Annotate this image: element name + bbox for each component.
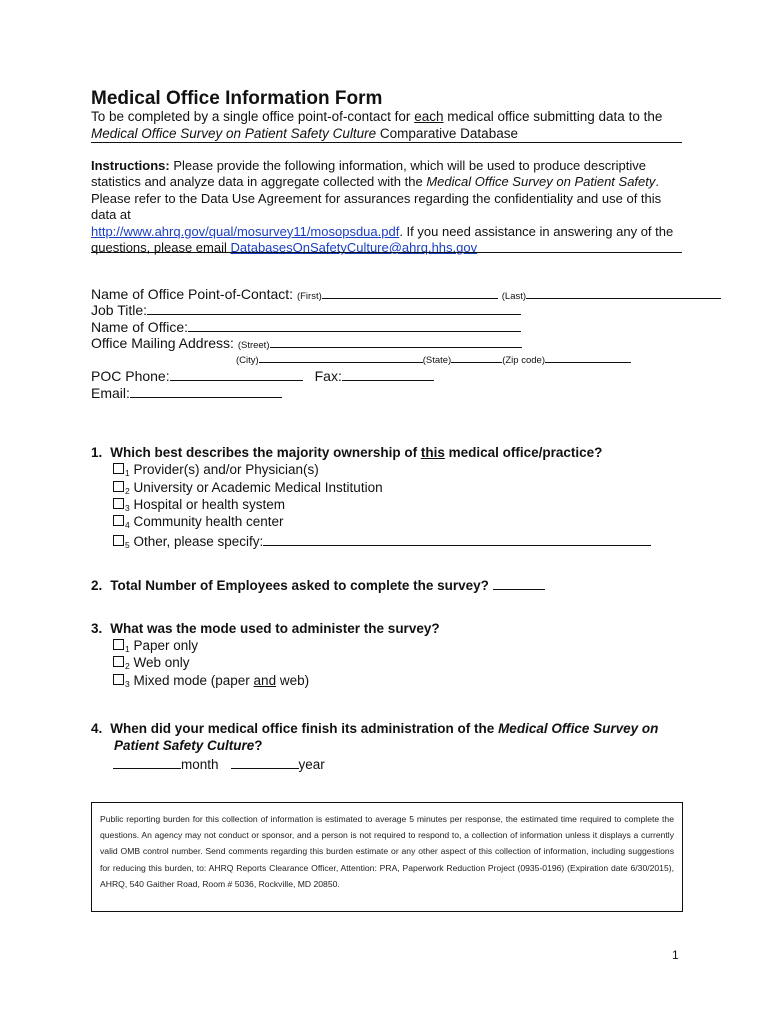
contact-name-label: Name of Office Point-of-Contact: bbox=[91, 286, 297, 302]
subtitle-text: To be completed by a single office point-of-contact for bbox=[91, 109, 415, 124]
fax-label: Fax: bbox=[314, 368, 342, 384]
street-label: (Street) bbox=[237, 340, 270, 351]
option-label: Provider(s) and/or Physician(s) bbox=[129, 462, 319, 477]
option-label-2: web) bbox=[276, 673, 310, 688]
question-text: What was the mode used to administer the survey? bbox=[110, 621, 440, 636]
email-field[interactable] bbox=[130, 384, 282, 398]
instructions bbox=[91, 158, 686, 256]
first-name-label: (First) bbox=[296, 291, 322, 302]
email-label: Email: bbox=[91, 385, 130, 401]
city-field[interactable] bbox=[259, 352, 423, 363]
option-label: Web only bbox=[129, 655, 190, 670]
checkbox[interactable] bbox=[113, 639, 124, 650]
phone-field[interactable] bbox=[170, 367, 303, 381]
burden-statement: Public reporting burden for this collection of information is estimated to average 5 minutes per response, the estimated time required to complete the questions. An agency may not conduct or sponsor, and a person is not required to respond to, a collection of information unless it displays a currently valid OMB control number. Send comments regarding this burden estimate or any other aspect of this collection of information, including suggestions for reducing this burden, to: AHRQ Reports Clearance Officer, Attention: PRA, Paperwork Reduction Project (0935-0196) (Expiration date 6/30/2015), AHRQ, 540 Gaither Road, Room # 5036, Rockville, MD 20850. bbox=[100, 814, 674, 889]
option-label: Mixed mode (paper bbox=[129, 673, 254, 688]
phone-label: POC Phone: bbox=[91, 368, 170, 384]
q1-option-4[interactable] bbox=[113, 514, 284, 530]
checkbox[interactable] bbox=[113, 481, 124, 492]
subtitle-each: each bbox=[414, 109, 444, 124]
question-text-2: ? bbox=[254, 738, 263, 753]
completion-date-row bbox=[113, 755, 325, 772]
employees-count-field[interactable] bbox=[493, 576, 545, 590]
email-link[interactable]: DatabasesOnSafetyCulture@ahrq.hhs.gov bbox=[230, 240, 478, 256]
question-number: 2. bbox=[91, 578, 103, 593]
state-label: (State) bbox=[422, 355, 452, 366]
checkbox[interactable] bbox=[113, 656, 124, 667]
fax-field[interactable] bbox=[342, 367, 434, 381]
question-text: When did your medical office finish its administration of the bbox=[110, 721, 499, 736]
survey-name: Medical Office Survey on Patient Safety Culture bbox=[91, 125, 377, 141]
option-number: 1 bbox=[125, 468, 130, 478]
checkbox[interactable] bbox=[113, 463, 124, 474]
street-field[interactable] bbox=[270, 334, 522, 348]
q3-option-1[interactable] bbox=[113, 638, 198, 654]
q1-option-5[interactable] bbox=[113, 532, 651, 550]
q1-option-3[interactable] bbox=[113, 497, 285, 513]
question-number: 3. bbox=[91, 621, 103, 636]
option-number: 1 bbox=[125, 644, 130, 654]
checkbox[interactable] bbox=[113, 515, 124, 526]
option-number: 3 bbox=[125, 503, 130, 513]
office-name-label: Name of Office: bbox=[91, 319, 189, 335]
question-4-line-2 bbox=[114, 738, 263, 753]
q1-option-2[interactable] bbox=[113, 480, 383, 496]
option-number: 5 bbox=[125, 540, 130, 550]
option-number: 4 bbox=[125, 520, 130, 530]
question-3 bbox=[91, 621, 440, 636]
q3-option-3[interactable] bbox=[113, 673, 309, 689]
q3-option-2[interactable] bbox=[113, 655, 190, 671]
question-number: 1. bbox=[91, 445, 103, 460]
burden-statement-box bbox=[91, 802, 683, 912]
instructions-text-2: . Please refer to the Data Use Agreement for assurances regarding the confidentiality and use of this data at bbox=[91, 174, 662, 223]
job-title-row bbox=[91, 301, 521, 318]
option-number: 3 bbox=[125, 679, 130, 689]
last-name-field[interactable] bbox=[526, 285, 721, 299]
instructions-label: Instructions: bbox=[91, 158, 170, 173]
form-title: Medical Office Information Form bbox=[91, 88, 383, 109]
city-state-zip-row bbox=[236, 352, 631, 366]
question-4 bbox=[91, 721, 658, 736]
instructions-divider bbox=[91, 252, 682, 253]
state-field[interactable] bbox=[451, 352, 502, 363]
checkbox[interactable] bbox=[113, 535, 124, 546]
subtitle-text-3: Comparative Database bbox=[376, 125, 518, 141]
question-1 bbox=[91, 445, 602, 460]
form-subtitle bbox=[91, 109, 691, 142]
office-name-field[interactable] bbox=[188, 318, 521, 332]
year-field[interactable] bbox=[231, 755, 299, 769]
job-title-field[interactable] bbox=[147, 301, 521, 315]
option-label: Hospital or health system bbox=[129, 497, 286, 512]
option-emphasis: and bbox=[253, 673, 277, 688]
instructions-survey-name: Medical Office Survey on Patient Safety bbox=[426, 174, 656, 190]
instructions-text-3: . If you need assistance in answering any of the questions, please email bbox=[91, 223, 674, 256]
checkbox[interactable] bbox=[113, 674, 124, 685]
question-emphasis: this bbox=[420, 445, 445, 460]
question-2 bbox=[91, 576, 545, 593]
page-number: 1 bbox=[672, 948, 679, 962]
phone-fax-row bbox=[91, 367, 434, 384]
address-label: Office Mailing Address: bbox=[91, 335, 238, 351]
title-divider bbox=[91, 142, 682, 143]
dua-link[interactable]: http://www.ahrq.gov/qual/mosurvey11/mosopsdua.pdf bbox=[91, 223, 400, 239]
city-label: (City) bbox=[236, 355, 259, 366]
year-label: year bbox=[298, 757, 325, 772]
zip-label: (Zip code) bbox=[502, 355, 545, 366]
question-text: Total Number of Employees asked to complete the survey? bbox=[110, 578, 489, 593]
office-name-row bbox=[91, 318, 521, 335]
option-label: University or Academic Medical Institution bbox=[129, 480, 383, 495]
instructions-text: Please provide the following information, which will be used to produce descriptive statistics and analyze data in aggregate collected with the bbox=[91, 158, 646, 190]
survey-name-2: Patient Safety Culture bbox=[114, 738, 255, 753]
checkbox[interactable] bbox=[113, 498, 124, 509]
month-label: month bbox=[181, 757, 219, 772]
option-number: 2 bbox=[125, 661, 130, 671]
option-number: 2 bbox=[125, 486, 130, 496]
other-specify-field[interactable] bbox=[263, 532, 651, 546]
survey-name: Medical Office Survey on bbox=[498, 721, 659, 736]
last-name-label: (Last) bbox=[501, 291, 527, 302]
question-text-2: medical office/practice? bbox=[444, 445, 603, 460]
option-label: Paper only bbox=[129, 638, 199, 653]
question-text: Which best describes the majority ownership of bbox=[110, 445, 421, 460]
question-number: 4. bbox=[91, 721, 103, 736]
first-name-field[interactable] bbox=[322, 285, 498, 299]
q1-option-1[interactable] bbox=[113, 462, 319, 478]
subtitle-text-2: medical office submitting data to the bbox=[443, 109, 663, 124]
month-field[interactable] bbox=[113, 755, 181, 769]
option-label: Community health center bbox=[129, 514, 284, 529]
job-title-label: Job Title: bbox=[91, 302, 148, 318]
option-label: Other, please specify: bbox=[129, 534, 264, 549]
email-row bbox=[91, 384, 282, 401]
contact-name-row bbox=[91, 285, 721, 302]
zip-field[interactable] bbox=[545, 352, 631, 363]
address-row bbox=[91, 334, 522, 351]
